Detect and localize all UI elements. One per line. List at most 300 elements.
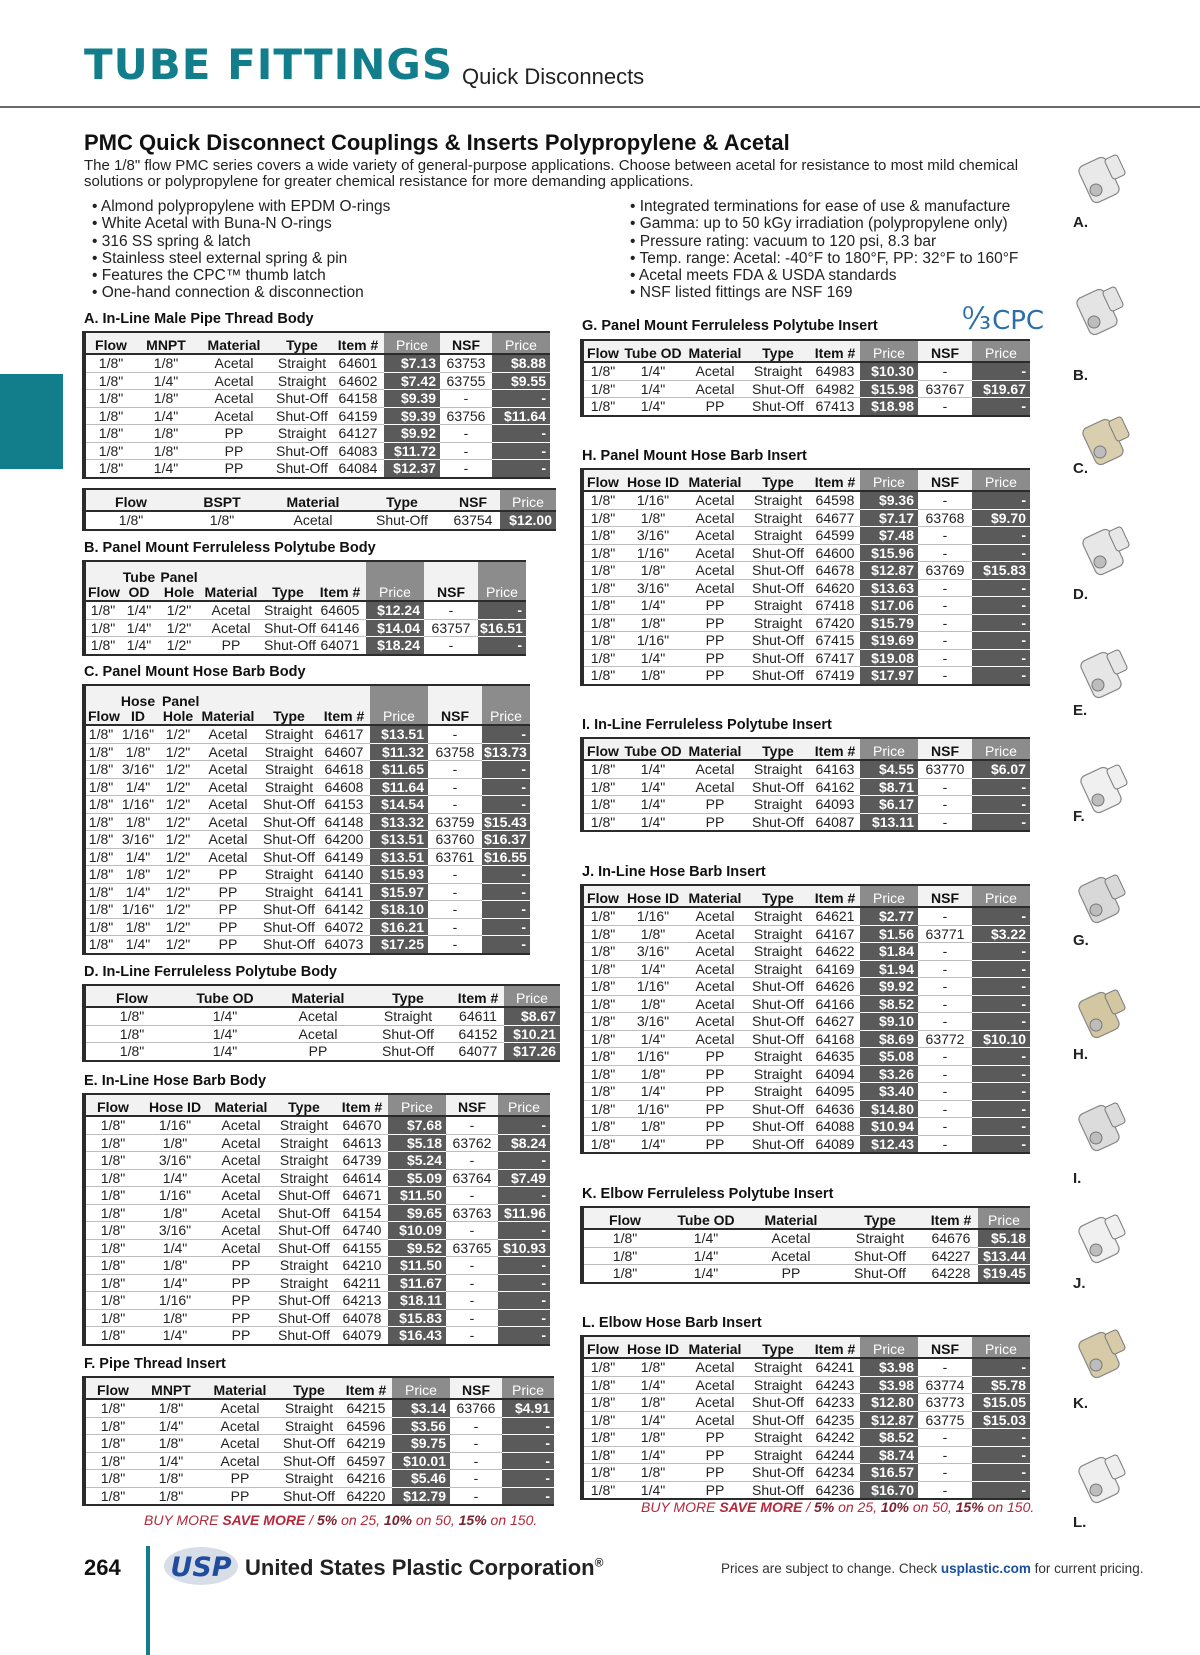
table-cell: 1/8" <box>140 1134 210 1152</box>
table-cell: 1/8" <box>84 390 136 408</box>
table-cell: 64671 <box>336 1187 388 1205</box>
table-cell: 1/8" <box>84 796 116 814</box>
table-cell: - <box>450 1417 502 1435</box>
table-cell: Acetal <box>196 354 272 372</box>
table-cell: Straight <box>746 1358 810 1376</box>
price-table-g <box>580 339 1030 417</box>
table-cell: Straight <box>264 602 313 619</box>
table-cell: Shut-Off <box>746 1118 810 1136</box>
table-cell: - <box>918 1118 972 1136</box>
price-cell: - <box>478 637 526 655</box>
column-header: Type <box>746 1336 810 1358</box>
table-cell: - <box>918 960 972 978</box>
column-header: Flow <box>84 1377 140 1399</box>
table-cell: 1/8" <box>84 1169 140 1187</box>
table-cell: Straight <box>746 362 810 380</box>
table-cell: 64235 <box>810 1411 860 1429</box>
page-header-title: TUBE FITTINGS <box>84 40 454 89</box>
promo-pct: 15% <box>458 1512 487 1528</box>
table-cell: PP <box>684 398 746 416</box>
price-cell: $4.91 <box>502 1399 554 1417</box>
table-cell: 1/4" <box>622 398 684 416</box>
table-cell: - <box>918 1446 972 1464</box>
table-cell: 1/16" <box>622 491 684 509</box>
price-cell: $5.46 <box>392 1470 450 1488</box>
product-image <box>1070 282 1134 349</box>
table-cell: 1/4" <box>666 1247 746 1265</box>
table-cell: Acetal <box>196 407 272 425</box>
column-header: NSF <box>446 489 500 511</box>
table-cell: 1/4" <box>178 1043 272 1061</box>
price-cell: $15.97 <box>370 883 428 901</box>
table-cell: PP <box>684 1118 746 1136</box>
table-cell: Shut-Off <box>746 978 810 996</box>
table-cell: PP <box>684 796 746 814</box>
table-cell: Straight <box>260 866 318 884</box>
price-cell: $11.50 <box>388 1257 446 1275</box>
table-cell: 64211 <box>336 1274 388 1292</box>
table-row <box>582 1118 1030 1136</box>
table-cell: 1/8" <box>622 667 684 685</box>
price-cell: $4.55 <box>860 760 918 778</box>
table-cell: - <box>918 667 972 685</box>
feature-item: • White Acetal with Buna-N O-rings <box>92 215 612 232</box>
price-cell: - <box>972 1013 1030 1031</box>
price-cell: - <box>972 491 1030 509</box>
table-cell: 1/8" <box>582 1358 622 1376</box>
table-cell: 64676 <box>924 1229 978 1247</box>
table-cell: 64148 <box>318 813 370 831</box>
table-row <box>582 1429 1030 1447</box>
price-cell: $3.14 <box>392 1399 450 1417</box>
table-cell: 1/8" <box>622 995 684 1013</box>
table-row <box>84 1043 560 1061</box>
table-cell: 64072 <box>318 918 370 936</box>
table-cell: 1/8" <box>84 918 116 936</box>
table-cell: 1/8" <box>582 667 622 685</box>
table-cell: 64244 <box>810 1446 860 1464</box>
table-cell: 63760 <box>428 831 482 849</box>
table-cell: 64626 <box>810 978 860 996</box>
table-cell: 64220 <box>340 1487 392 1505</box>
pricing-note <box>721 1561 1143 1576</box>
table-cell: 64242 <box>810 1429 860 1447</box>
price-cell: $10.21 <box>504 1025 560 1043</box>
price-cell: $19.69 <box>860 632 918 650</box>
website-link[interactable]: usplastic.com <box>940 1561 1031 1576</box>
table-cell: 63774 <box>918 1376 972 1394</box>
table-cell: 63762 <box>446 1134 498 1152</box>
table-cell: Acetal <box>210 1239 272 1257</box>
price-cell: $16.55 <box>482 848 530 866</box>
table-cell: PP <box>684 1083 746 1101</box>
table-cell: 63764 <box>446 1169 498 1187</box>
table-cell: 1/4" <box>140 1274 210 1292</box>
price-cell: - <box>972 597 1030 615</box>
table-cell: 3/16" <box>622 527 684 545</box>
table-row <box>84 1257 550 1275</box>
table-cell: 64621 <box>810 907 860 925</box>
table-row <box>84 601 526 619</box>
product-image <box>1072 1098 1136 1165</box>
table-cell: - <box>440 460 492 478</box>
header-divider <box>0 106 1200 108</box>
product-label: F. <box>1073 808 1085 825</box>
table-cell: 1/8" <box>582 1083 622 1101</box>
table-cell: 1/8" <box>84 1292 140 1310</box>
table-cell: 1/8" <box>622 1464 684 1482</box>
section-side-tab <box>0 374 63 469</box>
table-cell: 63761 <box>428 848 482 866</box>
table-cell: 1/8" <box>84 1399 140 1417</box>
table-cell: 1/8" <box>582 1429 622 1447</box>
price-table-l <box>580 1335 1030 1500</box>
table-cell: 1/8" <box>622 1065 684 1083</box>
product-label: C. <box>1073 460 1088 477</box>
table-cell: Straight <box>272 354 332 372</box>
table-cell: 1/4" <box>622 1135 684 1153</box>
table-cell: 1/8" <box>84 354 136 372</box>
table-row <box>84 1152 550 1170</box>
table-cell: - <box>918 778 972 796</box>
table-header-row <box>84 332 550 354</box>
table-cell: Shut-Off <box>746 1135 810 1153</box>
price-cell: - <box>972 1464 1030 1482</box>
table-cell: 1/4" <box>666 1265 746 1283</box>
table-cell: 64608 <box>318 778 370 796</box>
table-cell: 1/8" <box>582 778 622 796</box>
price-cell: $8.74 <box>860 1446 918 1464</box>
price-cell: $15.98 <box>860 380 918 398</box>
column-header: Hose ID <box>622 469 684 491</box>
table-cell: 1/8" <box>582 1464 622 1482</box>
table-cell: Shut-Off <box>272 1309 336 1327</box>
table-cell: Straight <box>272 1257 336 1275</box>
price-cell: - <box>502 1487 554 1505</box>
price-cell: $2.77 <box>860 907 918 925</box>
table-cell: 1/4" <box>120 637 158 655</box>
table-cell: 1/2" <box>160 883 196 901</box>
page-header-subtitle: Quick Disconnects <box>462 64 645 89</box>
price-cell: - <box>972 778 1030 796</box>
table-cell: - <box>450 1487 502 1505</box>
table-cell: 1/8" <box>84 778 116 796</box>
price-cell: - <box>482 725 530 743</box>
column-header: Hose ID <box>622 1336 684 1358</box>
product-image <box>1076 522 1140 589</box>
price-cell: - <box>492 460 550 478</box>
table-cell: 1/8" <box>84 761 116 779</box>
table-cell: 1/4" <box>622 1411 684 1429</box>
table-cell: Shut-Off <box>264 619 316 636</box>
column-header: Material <box>684 738 746 760</box>
column-header: Price <box>482 685 530 725</box>
price-cell: $18.10 <box>370 901 428 919</box>
table-cell: 64095 <box>810 1083 860 1101</box>
price-cell: - <box>482 866 530 884</box>
table-cell: 64617 <box>318 725 370 743</box>
column-header: Material <box>268 489 358 511</box>
table-cell: Straight <box>746 1446 810 1464</box>
table-cell: 64227 <box>924 1247 978 1265</box>
table-cell: PP <box>684 1429 746 1447</box>
product-label: G. <box>1073 932 1089 949</box>
table-cell: Acetal <box>684 907 746 925</box>
price-cell: $10.30 <box>860 362 918 380</box>
column-header: Material <box>746 1207 836 1229</box>
table-cell: 63759 <box>428 813 482 831</box>
table-cell: Acetal <box>202 1417 278 1435</box>
promo-qty: on 150. <box>486 1512 538 1528</box>
table-cell: Shut-Off <box>364 1043 452 1061</box>
cpc-logo <box>962 302 1044 337</box>
table-cell: 1/8" <box>140 1257 210 1275</box>
table-cell: 1/8" <box>84 848 116 866</box>
promo-buy-more: BUY MORE <box>641 1499 720 1515</box>
table-cell: 67418 <box>810 597 860 615</box>
table-cell: 1/8" <box>84 442 136 460</box>
feature-item: • Pressure rating: vacuum to 120 psi, 8.3 bar <box>630 233 1050 250</box>
table-cell: - <box>446 1187 498 1205</box>
table-header-row <box>84 985 560 1007</box>
table-cell: - <box>918 1464 972 1482</box>
table-cell: 1/8" <box>140 1204 210 1222</box>
price-cell: $7.42 <box>384 372 440 390</box>
table-cell: Acetal <box>196 848 260 866</box>
price-cell: - <box>972 796 1030 814</box>
table-cell: 64078 <box>336 1309 388 1327</box>
price-cell: $1.94 <box>860 960 918 978</box>
table-row <box>84 883 530 901</box>
table-cell: Acetal <box>210 1134 272 1152</box>
table-cell: 1/2" <box>160 848 196 866</box>
table-cell: Acetal <box>210 1152 272 1170</box>
table-cell: 1/8" <box>84 883 116 901</box>
table-cell: Shut-Off <box>272 442 332 460</box>
price-cell: - <box>502 1417 554 1435</box>
column-header: Flow <box>84 561 120 601</box>
table-row <box>84 425 550 443</box>
table-cell: 64599 <box>810 527 860 545</box>
table-row <box>84 848 530 866</box>
table-cell: 1/8" <box>582 1229 666 1247</box>
table-cell: Acetal <box>684 1376 746 1394</box>
price-cell: - <box>492 390 550 408</box>
table-cell: 1/8" <box>136 354 196 372</box>
feature-item: • Almond polypropylene with EPDM O-rings <box>92 198 612 215</box>
table-cell: PP <box>202 1487 278 1505</box>
table-cell: - <box>918 1065 972 1083</box>
product-image <box>1072 870 1136 937</box>
table-cell: PP <box>684 614 746 632</box>
column-header: Material <box>200 561 262 601</box>
table-cell: 1/8" <box>582 597 622 615</box>
price-cell: $7.13 <box>384 354 440 372</box>
feature-item: • Acetal meets FDA & USDA standards <box>630 267 1050 284</box>
table-cell: Shut-Off <box>272 1187 336 1205</box>
price-cell: $17.26 <box>504 1043 560 1061</box>
table-cell: Shut-Off <box>358 511 446 530</box>
table-row <box>582 632 1030 650</box>
table-cell: Acetal <box>684 778 746 796</box>
table-cell: Acetal <box>684 760 746 778</box>
table-cell: 1/8" <box>622 1358 684 1376</box>
price-cell: - <box>972 667 1030 685</box>
table-cell: 64228 <box>924 1265 978 1283</box>
table-row <box>582 978 1030 996</box>
table-cell: PP <box>196 883 260 901</box>
column-header: Tube OD <box>622 738 684 760</box>
price-cell: $18.11 <box>388 1292 446 1310</box>
table-cell: 1/2" <box>160 813 196 831</box>
table-cell: Shut-Off <box>272 1292 336 1310</box>
feature-item: • Gamma: up to 50 kGy irradiation (polypropylene only) <box>630 215 1050 232</box>
product-label: D. <box>1073 586 1088 603</box>
column-header: Flow <box>582 1336 622 1358</box>
column-header: Material <box>684 469 746 491</box>
promo-qty: on 25, <box>337 1512 384 1528</box>
table-cell: Straight <box>278 1470 340 1488</box>
column-header: Item # <box>318 685 370 725</box>
table-cell: - <box>918 995 972 1013</box>
usp-logo-text: USP <box>170 1552 232 1583</box>
column-header: Price <box>860 469 918 491</box>
table-cell: 63772 <box>918 1030 972 1048</box>
table-cell: Shut-Off <box>746 778 810 796</box>
column-header: Type <box>364 985 452 1007</box>
price-cell: $16.37 <box>482 831 530 849</box>
table-cell: Acetal <box>196 778 260 796</box>
table-cell: Acetal <box>684 544 746 562</box>
table-cell: Straight <box>746 491 810 509</box>
table-cell: - <box>918 1100 972 1118</box>
column-header: Price <box>972 340 1030 362</box>
product-label: L. <box>1073 1514 1087 1531</box>
price-cell: $11.72 <box>384 442 440 460</box>
promo-save-more: SAVE MORE <box>719 1499 803 1515</box>
price-cell: - <box>972 579 1030 597</box>
price-cell: $15.03 <box>972 1411 1030 1429</box>
table-cell: 1/4" <box>116 848 160 866</box>
price-cell: $11.65 <box>370 761 428 779</box>
column-header: Item # <box>340 1377 392 1399</box>
price-cell: - <box>498 1222 550 1240</box>
table-cell: Shut-Off <box>260 848 318 866</box>
column-header: NSF <box>450 1377 502 1399</box>
table-cell: 64213 <box>336 1292 388 1310</box>
price-cell: $9.36 <box>860 491 918 509</box>
table-cell: Acetal <box>200 601 262 619</box>
table-cell: Acetal <box>684 362 746 380</box>
price-cell: $3.40 <box>860 1083 918 1101</box>
section-b-title: B. Panel Mount Ferruleless Polytube Body <box>84 540 376 556</box>
table-cell: 64739 <box>336 1152 388 1170</box>
table-cell: 63773 <box>918 1394 972 1412</box>
table-cell: 1/8" <box>622 509 684 527</box>
table-cell: 63769 <box>918 562 972 580</box>
product-image <box>1072 985 1136 1052</box>
table-cell: Acetal <box>684 562 746 580</box>
table-row <box>84 1399 554 1417</box>
table-cell: 64073 <box>318 936 370 954</box>
table-cell: Acetal <box>684 943 746 961</box>
table-cell: 1/8" <box>116 813 160 831</box>
table-cell: Straight <box>746 1429 810 1447</box>
column-header: NSF <box>446 1094 498 1116</box>
table-cell: 1/4" <box>622 1446 684 1464</box>
section-i-title: I. In-Line Ferruleless Polytube Insert <box>582 717 832 733</box>
table-row <box>84 1204 550 1222</box>
section-h-title: H. Panel Mount Hose Barb Insert <box>582 448 807 464</box>
table-cell: PP <box>684 667 746 685</box>
table-cell: - <box>446 1292 498 1310</box>
price-cell: $9.92 <box>860 978 918 996</box>
table-cell: 64094 <box>810 1065 860 1083</box>
price-table-a <box>82 331 550 479</box>
table-cell: 1/8" <box>622 1118 684 1136</box>
table-cell: 1/8" <box>84 831 116 849</box>
table-cell: 63757 <box>424 619 478 637</box>
column-header: Material <box>684 1336 746 1358</box>
table-cell: 64071 <box>314 637 366 655</box>
table-cell: - <box>918 362 972 380</box>
table-cell: 1/8" <box>582 398 622 416</box>
table-cell: Shut-Off <box>746 1481 810 1499</box>
table-cell: 3/16" <box>622 943 684 961</box>
price-table-d <box>82 984 560 1062</box>
table-row <box>582 362 1030 380</box>
table-cell: 1/8" <box>140 1435 202 1453</box>
column-header: NSF <box>918 738 972 760</box>
table-row <box>84 407 550 425</box>
table-cell: 1/8" <box>84 1452 140 1470</box>
column-header: Flow <box>84 1094 140 1116</box>
column-header: Type <box>260 685 318 725</box>
table-cell: Straight <box>746 1083 810 1101</box>
price-cell: $9.10 <box>860 1013 918 1031</box>
table-cell: 1/4" <box>178 1025 272 1043</box>
table-row <box>84 1169 550 1187</box>
promo-save-more: SAVE MORE <box>222 1512 306 1528</box>
promo-pct: 5% <box>316 1512 338 1528</box>
table-cell: 67419 <box>810 667 860 685</box>
table-cell: 1/4" <box>178 1007 272 1025</box>
table-cell: - <box>428 796 482 814</box>
table-cell: Acetal <box>272 1025 364 1043</box>
table-row <box>582 1048 1030 1066</box>
table-header-row <box>582 1207 1030 1229</box>
price-cell: - <box>972 1048 1030 1066</box>
table-cell: 1/8" <box>84 1187 140 1205</box>
table-cell: Straight <box>746 1048 810 1066</box>
table-cell: Straight <box>272 1274 336 1292</box>
price-cell: $10.94 <box>860 1118 918 1136</box>
price-table-e <box>82 1093 550 1346</box>
table-cell: 1/8" <box>84 1222 140 1240</box>
table-cell: 1/4" <box>140 1452 202 1470</box>
column-header: Material <box>684 340 746 362</box>
price-cell: $9.65 <box>388 1204 446 1222</box>
table-row <box>84 761 530 779</box>
column-header: Price <box>860 738 918 760</box>
column-header: Item # <box>810 469 860 491</box>
table-cell: 64169 <box>810 960 860 978</box>
table-cell: - <box>424 601 478 619</box>
price-cell: - <box>502 1470 554 1488</box>
promo-qty: on 50, <box>411 1512 459 1528</box>
price-cell: - <box>482 761 530 779</box>
table-cell: Acetal <box>684 579 746 597</box>
